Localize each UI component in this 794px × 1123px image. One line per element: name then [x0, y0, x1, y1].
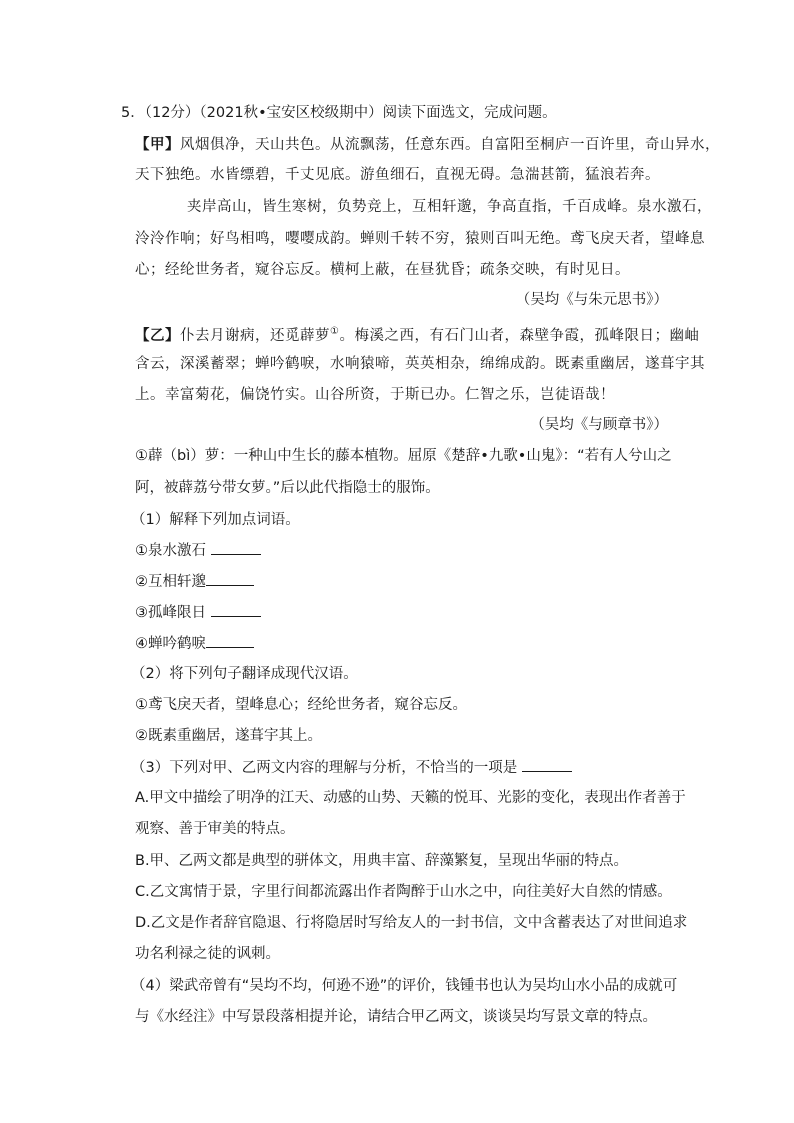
jia-label: 【甲】 [135, 137, 180, 153]
answer-blank[interactable] [206, 633, 254, 648]
q3-option-b: B.甲、乙两文都是典型的骈体文，用典丰富、辞藻繁复，呈现出华丽的特点。 [135, 853, 629, 869]
footnote-line-2: 阿，被薜荔兮带女萝。”后以此代指隐士的服饰。 [135, 480, 440, 496]
q3-prompt: （3）下列对甲、乙两文内容的理解与分析，不恰当的一项是 [131, 757, 572, 778]
q3-option-d-line-1: D.乙文是作者辞官隐退、行将隐居时写给友人的一封书信，文中含蓄表达了对世间追求 [135, 915, 688, 931]
q2-item-2: ②既素重幽居，遂葺宇其上。 [135, 728, 322, 744]
question-header [121, 103, 557, 123]
footnote-marker: ① [330, 326, 340, 337]
yi-label: 【乙】 [135, 328, 180, 344]
q4-line-1: （4）梁武帝曾有“吴均不均，何逊不逊”的评价，钱锺书也认为吴均山水小品的成就可 [131, 978, 678, 994]
jia-line-4: 泠泠作响；好鸟相鸣，嘤嘤成韵。蝉则千转不穷，猿则百叫无绝。鸢飞戾天者，望峰息 [135, 231, 705, 247]
jia-line-1: 【甲】风烟俱净，天山共色。从流飘荡，任意东西。自富阳至桐庐一百许里，奇山异水， [135, 137, 720, 153]
q2-item-1: ①鸢飞戾天者，望峰息心；经纶世务者，窥谷忘反。 [135, 697, 467, 713]
jia-line-2: 天下独绝。水皆缥碧，千丈见底。游鱼细石，直视无碍。急湍甚箭，猛浪若奔。 [135, 167, 660, 183]
yi-line-2: 含云，深溪蓄翠；蝉吟鹤唳，水响猿啼，英英相杂，绵绵成韵。既素重幽居，遂葺宇其 [135, 356, 705, 372]
q4-line-2: 与《水经注》中写景段落相提并论，请结合甲乙两文，谈谈吴均写景文章的特点。 [135, 1009, 657, 1025]
jia-source: （吴均《与朱元思书》） [515, 292, 668, 308]
q1-item-4: ④蝉吟鹤唳 [135, 633, 254, 654]
jia-line-3: 夹岸高山，皆生寒树，负势竞上，互相轩邈，争高直指，千百成峰。泉水激石， [187, 199, 712, 215]
question-meta: （12分）（2021秋•宝安区校级期中）阅读下面选文，完成问题。 [144, 105, 557, 121]
jia-line-5: 心；经纶世务者，窥谷忘反。横柯上蔽，在昼犹昏；疏条交映，有时见日。 [135, 262, 630, 278]
footnote-line-1: ①薜（bì）萝：一种山中生长的藤本植物。屈原《楚辞•九歌•山鬼》：“若有人兮山之 [135, 448, 672, 464]
q3-option-a-line-2: 观察、善于审美的特点。 [135, 821, 295, 837]
q1-item-1: ①泉水激石 [135, 540, 261, 561]
yi-line-3: 上。幸富菊花，偏饶竹实。山谷所资，于斯已办。仁智之乐，岂徒语哉！ [135, 387, 615, 403]
q3-option-d-line-2: 功名利禄之徒的讽刺。 [135, 946, 280, 962]
q3-option-a-line-1: A.甲文中描绘了明净的江天、动感的山势、天籁的悦耳、光影的变化，表现出作者善于 [135, 790, 686, 806]
q3-option-c: C.乙文寓情于景，字里行间都流露出作者陶醉于山水之中，向往美好大自然的情感。 [135, 884, 672, 900]
q1-prompt: （1）解释下列加点词语。 [131, 512, 300, 528]
question-number: 5． [121, 105, 145, 121]
yi-source: （吴均《与顾章书》） [530, 417, 668, 433]
answer-blank[interactable] [211, 602, 261, 617]
yi-line-1: 【乙】仆去月谢病，还觅薜萝①。梅溪之西，有石门山者，森壁争霞，孤峰限日；幽岫 [135, 326, 700, 344]
answer-blank[interactable] [211, 540, 261, 555]
q1-item-3: ③孤峰限日 [135, 602, 261, 623]
q2-prompt: （2）将下列句子翻译成现代汉语。 [131, 666, 358, 682]
q1-item-2: ②互相轩邈 [135, 571, 254, 592]
answer-blank[interactable] [206, 571, 254, 586]
answer-blank[interactable] [522, 757, 572, 772]
